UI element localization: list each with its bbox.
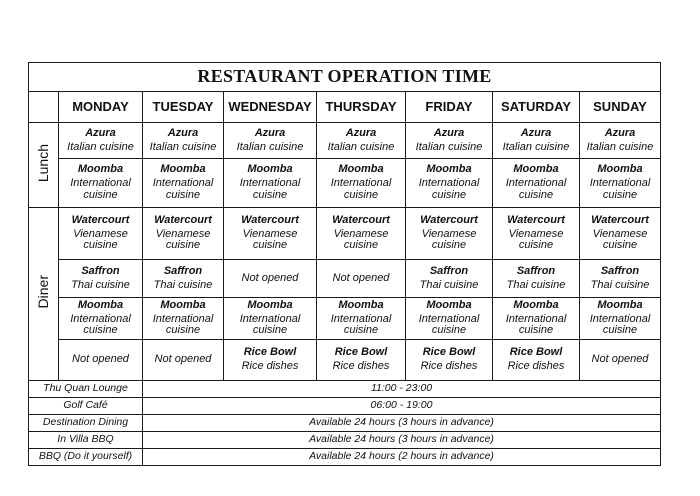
restaurant-name: Saffron <box>163 264 203 277</box>
day-header-wednesday: WEDNESDAY <box>224 92 317 123</box>
footer-label: Destination Dining <box>29 415 143 432</box>
restaurant-name: Moomba <box>160 163 206 176</box>
cuisine-type: Italian cuisine <box>67 140 134 153</box>
cuisine-type: International cuisine <box>152 177 214 201</box>
footer-label: BBQ (Do it yourself) <box>29 449 143 466</box>
restaurant-cell <box>406 123 493 159</box>
cuisine-type: Thai cuisine <box>590 278 650 291</box>
restaurant-cell <box>317 159 406 208</box>
restaurant-cell <box>143 123 224 159</box>
restaurant-name: Saffron <box>600 264 640 277</box>
cuisine-type: International cuisine <box>589 177 651 201</box>
restaurant-name: Azura <box>433 126 465 139</box>
restaurant-cell <box>406 260 493 298</box>
restaurant-cell <box>493 298 580 340</box>
schedule-row <box>29 340 661 381</box>
cuisine-type: Rice dishes <box>332 360 390 372</box>
restaurant-name: Saffron <box>516 264 556 277</box>
operation-time-table <box>28 62 661 466</box>
restaurant-name: Azura <box>167 126 199 139</box>
table-title: RESTAURANT OPERATION TIME <box>29 63 661 92</box>
restaurant-name: Watercourt <box>420 213 478 226</box>
lunch-section-label: Lunch <box>29 123 59 208</box>
restaurant-name: Moomba <box>426 163 472 176</box>
restaurant-cell <box>59 123 143 159</box>
restaurant-name: Saffron <box>81 264 120 277</box>
footer-row <box>29 398 661 415</box>
footer-row <box>29 432 661 449</box>
restaurant-name: Rice Bowl <box>422 346 476 359</box>
restaurant-name: Azura <box>345 126 377 139</box>
restaurant-cell <box>224 208 317 260</box>
day-header-friday: FRIDAY <box>406 92 493 123</box>
restaurant-name: Watercourt <box>591 213 649 226</box>
cuisine-type: Thai cuisine <box>71 278 130 291</box>
restaurant-cell <box>406 298 493 340</box>
footer-hours: Available 24 hours (3 hours in advance) <box>143 415 661 432</box>
restaurant-cell <box>493 340 580 381</box>
restaurant-cell <box>143 208 224 260</box>
restaurant-name: Azura <box>85 126 116 139</box>
footer-row <box>29 381 661 398</box>
cuisine-type: International cuisine <box>239 177 301 201</box>
cuisine-type: Vienamese cuisine <box>508 227 564 252</box>
cuisine-type: Thai cuisine <box>153 278 213 291</box>
restaurant-cell <box>59 159 143 208</box>
restaurant-name: Rice Bowl <box>509 346 563 359</box>
cuisine-type: International cuisine <box>418 312 480 337</box>
cuisine-type: Vienamese cuisine <box>421 227 477 252</box>
restaurant-name: Moomba <box>513 298 559 311</box>
day-header-sunday: SUNDAY <box>580 92 661 123</box>
restaurant-cell <box>580 298 661 340</box>
restaurant-cell <box>580 123 661 159</box>
restaurant-cell <box>317 298 406 340</box>
restaurant-name: Rice Bowl <box>334 346 388 359</box>
restaurant-name: Watercourt <box>241 213 299 226</box>
restaurant-name: Moomba <box>597 298 643 311</box>
restaurant-name: Azura <box>520 126 552 139</box>
restaurant-name: Azura <box>604 126 636 139</box>
footer-hours: Available 24 hours (3 hours in advance) <box>143 432 661 449</box>
restaurant-name: Watercourt <box>507 213 565 226</box>
corner-cell <box>29 92 59 123</box>
restaurant-name: Moomba <box>247 163 293 176</box>
not-opened-cell: Not opened <box>59 340 143 381</box>
day-header-saturday: SATURDAY <box>493 92 580 123</box>
restaurant-cell <box>224 340 317 381</box>
restaurant-name: Moomba <box>247 298 293 311</box>
cuisine-type: Italian cuisine <box>502 140 570 153</box>
cuisine-type: International cuisine <box>330 177 392 201</box>
day-header-thursday: THURSDAY <box>317 92 406 123</box>
cuisine-type: International cuisine <box>589 312 651 337</box>
restaurant-name: Rice Bowl <box>243 346 297 359</box>
cuisine-type: International cuisine <box>505 177 567 201</box>
restaurant-cell <box>406 159 493 208</box>
restaurant-cell <box>143 298 224 340</box>
restaurant-name: Moomba <box>77 298 124 311</box>
cuisine-type: Vienamese cuisine <box>155 227 211 252</box>
restaurant-cell <box>580 260 661 298</box>
restaurant-cell <box>317 208 406 260</box>
restaurant-cell <box>59 260 143 298</box>
restaurant-name: Moomba <box>338 298 384 311</box>
cuisine-type: Italian cuisine <box>236 140 304 153</box>
restaurant-cell <box>143 159 224 208</box>
restaurant-name: Moomba <box>77 163 124 176</box>
cuisine-type: Rice dishes <box>241 360 299 372</box>
cuisine-type: Thai cuisine <box>506 278 566 291</box>
footer-hours: Available 24 hours (2 hours in advance) <box>143 449 661 466</box>
cuisine-type: International cuisine <box>418 177 480 201</box>
restaurant-cell <box>580 208 661 260</box>
not-opened-cell: Not opened <box>317 260 406 298</box>
restaurant-cell <box>59 298 143 340</box>
schedule-row <box>29 123 661 159</box>
restaurant-name: Moomba <box>426 298 472 311</box>
schedule-row <box>29 260 661 298</box>
footer-label: Thu Quan Lounge <box>29 381 143 398</box>
cuisine-type: Italian cuisine <box>586 140 654 153</box>
cuisine-type: Vienamese cuisine <box>592 227 648 252</box>
restaurant-name: Saffron <box>429 264 469 277</box>
cuisine-type: Vienamese cuisine <box>242 227 298 252</box>
restaurant-cell <box>224 298 317 340</box>
restaurant-cell <box>493 260 580 298</box>
cuisine-type: Italian cuisine <box>415 140 483 153</box>
restaurant-name: Watercourt <box>71 213 130 226</box>
schedule-row <box>29 159 661 208</box>
footer-label: In Villa BBQ <box>29 432 143 449</box>
footer-row <box>29 449 661 466</box>
footer-label: Golf Café <box>29 398 143 415</box>
cuisine-type: Italian cuisine <box>327 140 395 153</box>
cuisine-type: International cuisine <box>152 312 214 337</box>
restaurant-cell <box>493 208 580 260</box>
cuisine-type: International cuisine <box>239 312 301 337</box>
restaurant-cell <box>406 340 493 381</box>
restaurant-name: Watercourt <box>332 213 390 226</box>
cuisine-type: Rice dishes <box>420 360 478 372</box>
day-header-tuesday: TUESDAY <box>143 92 224 123</box>
restaurant-cell <box>406 208 493 260</box>
not-opened-cell: Not opened <box>143 340 224 381</box>
cuisine-type: International cuisine <box>70 177 131 201</box>
restaurant-cell <box>317 123 406 159</box>
schedule-row <box>29 298 661 340</box>
restaurant-name: Watercourt <box>154 213 212 226</box>
restaurant-name: Azura <box>254 126 286 139</box>
restaurant-cell <box>580 159 661 208</box>
cuisine-type: International cuisine <box>70 312 131 337</box>
restaurant-name: Moomba <box>160 298 206 311</box>
restaurant-cell <box>59 208 143 260</box>
schedule-row <box>29 208 661 260</box>
restaurant-cell <box>317 340 406 381</box>
cuisine-type: Italian cuisine <box>149 140 217 153</box>
restaurant-cell <box>224 159 317 208</box>
restaurant-name: Moomba <box>338 163 384 176</box>
restaurant-name: Moomba <box>513 163 559 176</box>
cuisine-type: International cuisine <box>505 312 567 337</box>
day-header-monday: MONDAY <box>59 92 143 123</box>
not-opened-cell: Not opened <box>580 340 661 381</box>
cuisine-type: Thai cuisine <box>419 278 479 291</box>
restaurant-cell <box>493 123 580 159</box>
cuisine-type: International cuisine <box>330 312 392 337</box>
cuisine-type: Vienamese cuisine <box>73 227 128 252</box>
footer-hours: 11:00 - 23:00 <box>143 381 661 398</box>
not-opened-cell: Not opened <box>224 260 317 298</box>
restaurant-cell <box>224 123 317 159</box>
footer-row <box>29 415 661 432</box>
restaurant-name: Moomba <box>597 163 643 176</box>
restaurant-cell <box>143 260 224 298</box>
diner-section-label: Diner <box>29 208 59 381</box>
restaurant-cell <box>493 159 580 208</box>
cuisine-type: Vienamese cuisine <box>333 227 389 252</box>
cuisine-type: Rice dishes <box>507 360 565 372</box>
footer-hours: 06:00 - 19:00 <box>143 398 661 415</box>
